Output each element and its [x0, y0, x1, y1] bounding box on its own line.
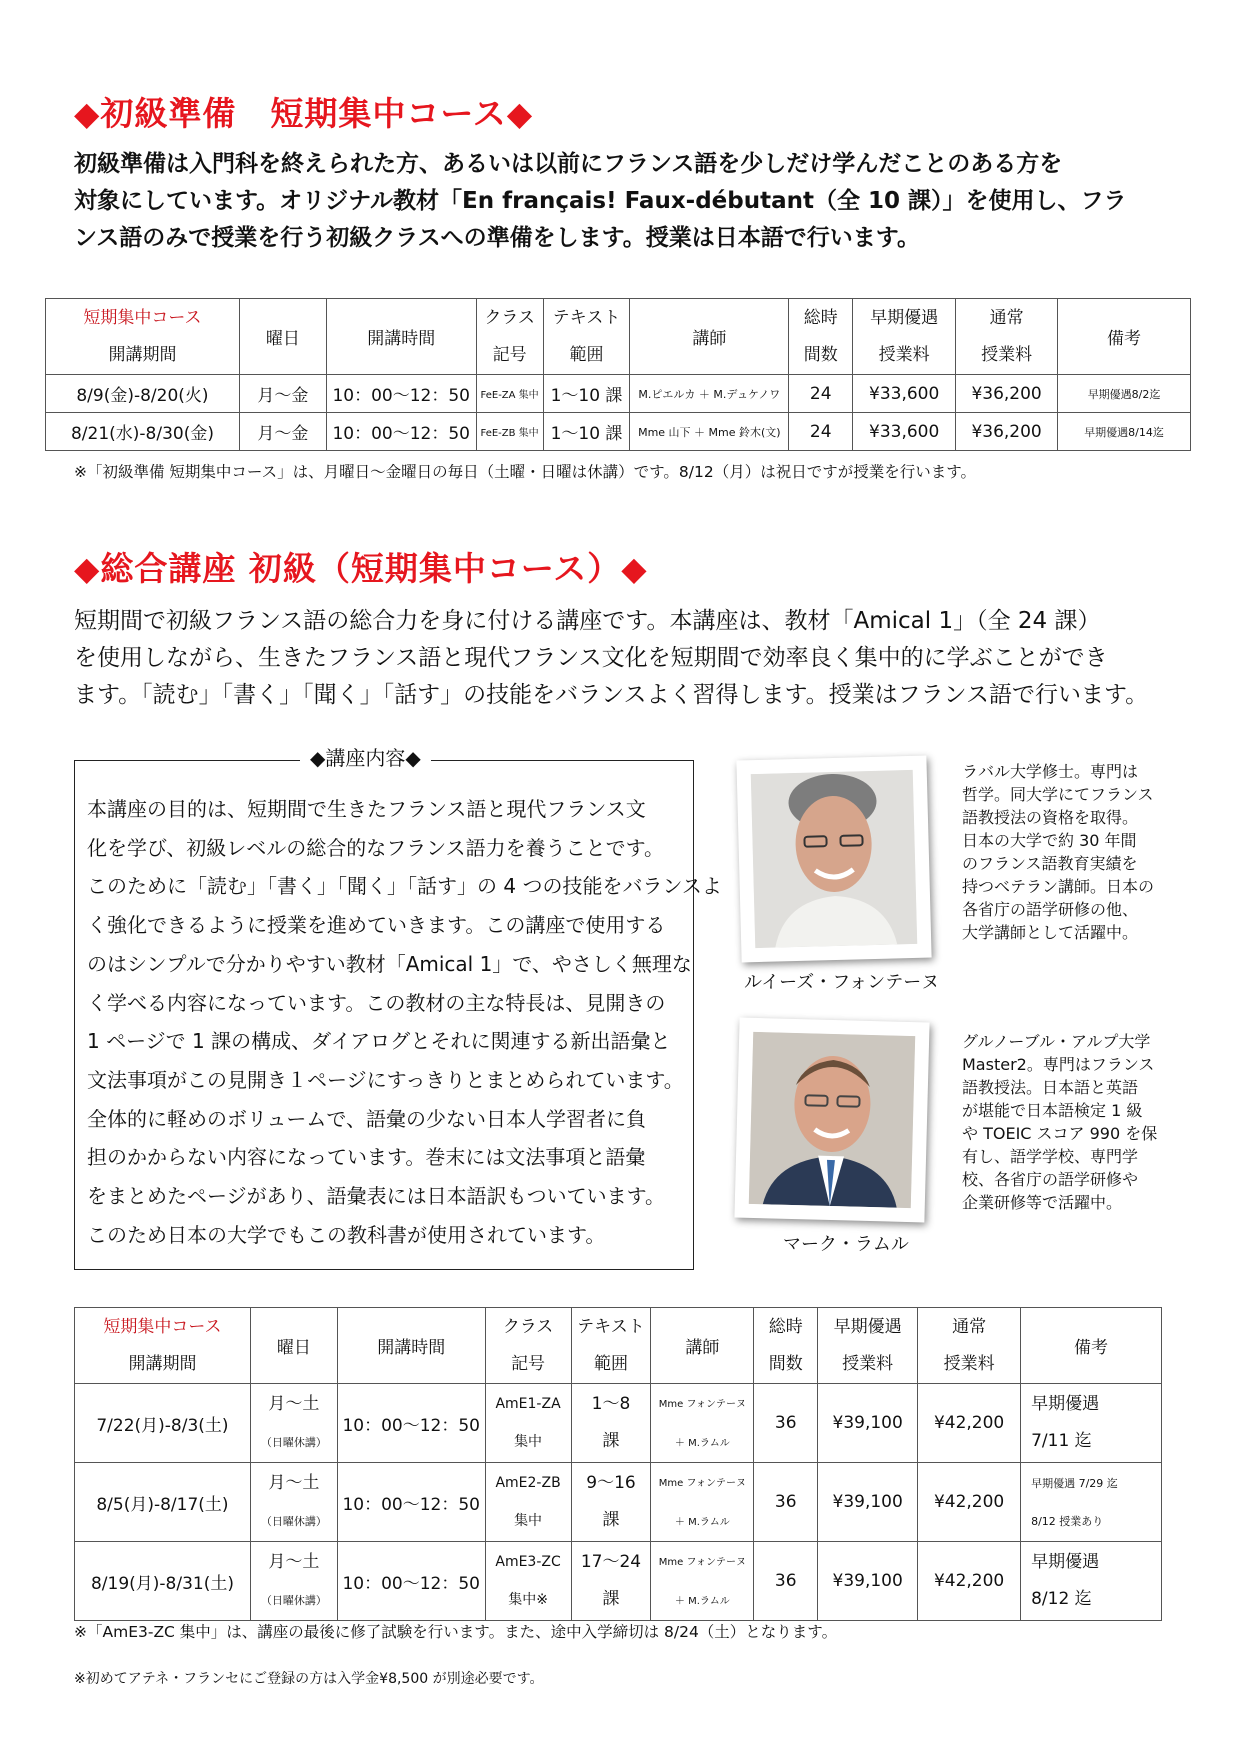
- table-row: [75, 1384, 1162, 1463]
- bio-line: のフランス語教育実績を: [962, 854, 1138, 873]
- cell-hours: 24: [789, 413, 853, 451]
- box-line: をまとめたページがあり、語彙表には日本語訳もついています。: [87, 1184, 665, 1209]
- box-line: 全体的に軽めのボリュームで、語彙の少ない日本人学習者に負: [87, 1106, 646, 1131]
- section2-note2: ※初めてアテネ・フランセにご登録の方は入学金¥8,500 が別途必要です。: [74, 1671, 544, 1687]
- teacher1-bio: [962, 760, 1154, 944]
- header-period: 短期集中コース 開講期間: [46, 299, 240, 375]
- header-regular: 通常 授業料: [918, 1308, 1021, 1384]
- intro-line: ンス語のみで授業を行う初級クラスへの準備をします。授業は日本語で行います。: [74, 225, 920, 251]
- cell-range: 1～10 課: [543, 375, 630, 413]
- cell-regular: ¥42,200: [918, 1542, 1021, 1621]
- header-teacher: 講師: [651, 1308, 754, 1384]
- cell-day: 月～土 （日曜休講）: [250, 1542, 337, 1621]
- intro-line: 初級準備は入門科を終えられた方、あるいは以前にフランス語を少しだけ学んだことのある方を: [74, 151, 1063, 177]
- cell-day: 月～金: [239, 413, 326, 451]
- cell-teacher: Mme 山下 ＋ Mme 鈴木(文): [630, 413, 789, 451]
- cell-notes: 早期優遇8/14迄: [1058, 413, 1191, 451]
- bio-line: 語教授法。日本語と英語: [962, 1078, 1139, 1097]
- header-code: クラス 記号: [476, 299, 543, 375]
- section1-note: ※「初級準備 短期集中コース」は、月曜日～金曜日の毎日（土曜・日曜は休講）です。8/12（月）は祝日ですが授業を行います。: [74, 463, 976, 481]
- header-early: 早期優遇 授業料: [818, 1308, 918, 1384]
- cell-time: 10：00～12：50: [337, 1463, 485, 1542]
- cell-range: 1～8 課: [571, 1384, 651, 1463]
- section2-note1: ※「AmE3-ZC 集中」は、講座の最後に修了試験を行います。また、途中入学締切は 8/24（土）となります。: [74, 1623, 838, 1641]
- cell-code: AmE3-ZC 集中※: [485, 1542, 571, 1621]
- cell-code: FeE-ZB 集中: [476, 413, 543, 451]
- bio-line: Master2。専門はフランス: [962, 1055, 1155, 1074]
- cell-code: FeE-ZA 集中: [476, 375, 543, 413]
- cell-time: 10：00～12：50: [337, 1384, 485, 1463]
- header-period: 短期集中コース 開講期間: [75, 1308, 251, 1384]
- cell-period: 8/21(水)-8/30(金): [46, 413, 240, 451]
- header-time: 開講時間: [337, 1308, 485, 1384]
- header-regular: 通常 授業料: [956, 299, 1058, 375]
- woman-portrait-icon: [751, 770, 917, 948]
- cell-hours: 36: [754, 1384, 818, 1463]
- bio-line: ラバル大学修士。専門は: [962, 762, 1139, 781]
- header-day: 曜日: [250, 1308, 337, 1384]
- cell-period: 8/9(金)-8/20(火): [46, 375, 240, 413]
- table-row: [46, 413, 1191, 451]
- cell-teacher: Mme フォンテーヌ ＋ M.ラムル: [651, 1384, 754, 1463]
- cell-early: ¥39,100: [818, 1384, 918, 1463]
- cell-regular: ¥42,200: [918, 1384, 1021, 1463]
- section2-title: ◆総合講座 初級（短期集中コース）◆: [74, 549, 648, 588]
- cell-time: 10：00～12：50: [337, 1542, 485, 1621]
- section1-schedule-table: [45, 298, 1191, 451]
- cell-teacher: Mme フォンテーヌ ＋ M.ラムル: [651, 1542, 754, 1621]
- teacher2-photo: [734, 1018, 929, 1223]
- intro-line: ます。「読む」「書く」「聞く」「話す」の技能をバランスよく習得します。授業はフランス語で行います。: [74, 682, 1149, 708]
- bio-line: 哲学。同大学にてフランス: [962, 785, 1154, 804]
- cell-early: ¥39,100: [818, 1542, 918, 1621]
- bio-line: 校、各省庁の語学研修や: [962, 1170, 1139, 1189]
- header-hours: 総時 間数: [754, 1308, 818, 1384]
- section2-schedule-table: [74, 1307, 1162, 1621]
- cell-period: 8/5(月)-8/17(土): [75, 1463, 251, 1542]
- teacher2-name: マーク・ラムル: [783, 1234, 909, 1255]
- bio-line: 企業研修等で活躍中。: [962, 1193, 1123, 1212]
- bio-line: 持つベテラン講師。日本の: [962, 877, 1155, 896]
- table-row: [75, 1542, 1162, 1621]
- bio-line: 語教授法の資格を取得。: [962, 808, 1139, 827]
- header-notes: 備考: [1058, 299, 1191, 375]
- header-day: 曜日: [239, 299, 326, 375]
- cell-code: AmE1-ZA 集中: [485, 1384, 571, 1463]
- cell-day: 月～土 （日曜休講）: [250, 1463, 337, 1542]
- cell-notes: 早期優遇8/2迄: [1058, 375, 1191, 413]
- box-line: このために「読む」「書く」「聞く」「話す」の 4 つの技能をバランスよ: [87, 874, 722, 899]
- teacher1-photo: [736, 756, 931, 963]
- box-line: のはシンプルで分かりやすい教材「Amical 1」で、やさしく無理な: [87, 951, 692, 976]
- box-line: 担のかからない内容になっています。巻末には文法事項と語彙: [87, 1145, 646, 1170]
- intro-line: を使用しながら、生きたフランス語と現代フランス文化を短期間で効率良く集中的に学ぶことができ: [74, 645, 1108, 671]
- intro-line: 対象にしています。オリジナル教材「En français! Faux-débutant（全 10 課）」を使用し、フラ: [74, 188, 1127, 214]
- header-notes: 備考: [1021, 1308, 1162, 1384]
- header-hours: 総時 間数: [789, 299, 853, 375]
- teacher1-name: ルイーズ・フォンテーヌ: [744, 972, 940, 993]
- cell-notes: 早期優遇 7/29 迄 8/12 授業あり: [1021, 1463, 1162, 1542]
- cell-range: 9～16 課: [571, 1463, 651, 1542]
- header-code: クラス 記号: [485, 1308, 571, 1384]
- section1-title: ◆初級準備 短期集中コース◆: [74, 94, 534, 133]
- cell-day: 月～金: [239, 375, 326, 413]
- box-line: く強化できるように授業を進めていきます。この講座で使用する: [87, 913, 666, 938]
- header-early: 早期優遇 授業料: [853, 299, 956, 375]
- section1-intro: [74, 146, 1127, 257]
- cell-hours: 36: [754, 1542, 818, 1621]
- header-text: テキスト 範囲: [571, 1308, 651, 1384]
- bio-line: 各省庁の語学研修の他、: [962, 900, 1139, 919]
- cell-period: 7/22(月)-8/3(土): [75, 1384, 251, 1463]
- cell-period: 8/19(月)-8/31(土): [75, 1542, 251, 1621]
- table-row: [75, 1463, 1162, 1542]
- cell-day: 月～土 （日曜休講）: [250, 1384, 337, 1463]
- box-line: 本講座の目的は、短期間で生きたフランス語と現代フランス文: [87, 797, 646, 821]
- box-line: 文法事項がこの見開き１ページにすっきりとまとめられています。: [87, 1067, 684, 1092]
- box-line: 1 ページで 1 課の構成、ダイアログとそれに関連する新出語彙と: [87, 1029, 671, 1054]
- course-content-title: ◆講座内容◆: [300, 742, 431, 771]
- cell-notes: 早期優遇 8/12 迄: [1021, 1542, 1162, 1621]
- cell-teacher: Mme フォンテーヌ ＋ M.ラムル: [651, 1463, 754, 1542]
- table-row: [46, 375, 1191, 413]
- cell-teacher: M.ピエルカ ＋ M.デュケノワ: [630, 375, 789, 413]
- table-header-row: [75, 1308, 1162, 1384]
- cell-early: ¥33,600: [853, 375, 956, 413]
- cell-hours: 24: [789, 375, 853, 413]
- bio-line: 有し、語学学校、専門学: [962, 1147, 1139, 1166]
- header-teacher: 講師: [630, 299, 789, 375]
- box-line: く学べる内容になっています。この教材の主な特長は、見開きの: [87, 990, 666, 1015]
- cell-code: AmE2-ZB 集中: [485, 1463, 571, 1542]
- bio-line: グルノーブル・アルプ大学: [962, 1032, 1151, 1051]
- bio-line: 大学講師として活躍中。: [962, 923, 1139, 942]
- cell-time: 10：00～12：50: [326, 413, 476, 451]
- cell-range: 17～24 課: [571, 1542, 651, 1621]
- box-line: 化を学び、初級レベルの総合的なフランス語力を養うことです。: [87, 835, 664, 860]
- cell-regular: ¥36,200: [956, 413, 1058, 451]
- header-time: 開講時間: [326, 299, 476, 375]
- cell-regular: ¥42,200: [918, 1463, 1021, 1542]
- cell-range: 1～10 課: [543, 413, 630, 451]
- bio-line: 日本の大学で約 30 年間: [962, 831, 1137, 850]
- cell-regular: ¥36,200: [956, 375, 1058, 413]
- bio-line: が堪能で日本語検定 1 級: [962, 1101, 1143, 1120]
- cell-time: 10：00～12：50: [326, 375, 476, 413]
- box-line: このため日本の大学でもこの教科書が使用されています。: [87, 1222, 606, 1247]
- cell-early: ¥39,100: [818, 1463, 918, 1542]
- table-header-row: [46, 299, 1191, 375]
- cell-early: ¥33,600: [853, 413, 956, 451]
- intro-line: 短期間で初級フランス語の総合力を身に付ける講座です。本講座は、教材「Amical 1」（全 24 課）: [74, 608, 1101, 634]
- cell-hours: 36: [754, 1463, 818, 1542]
- section2-intro: [74, 603, 1148, 714]
- course-content-text: [87, 790, 722, 1254]
- teacher2-bio: [962, 1030, 1157, 1214]
- header-text: テキスト 範囲: [543, 299, 630, 375]
- man-portrait-icon: [749, 1032, 915, 1208]
- bio-line: や TOEIC スコア 990 を保: [962, 1124, 1158, 1143]
- cell-notes: 早期優遇 7/11 迄: [1021, 1384, 1162, 1463]
